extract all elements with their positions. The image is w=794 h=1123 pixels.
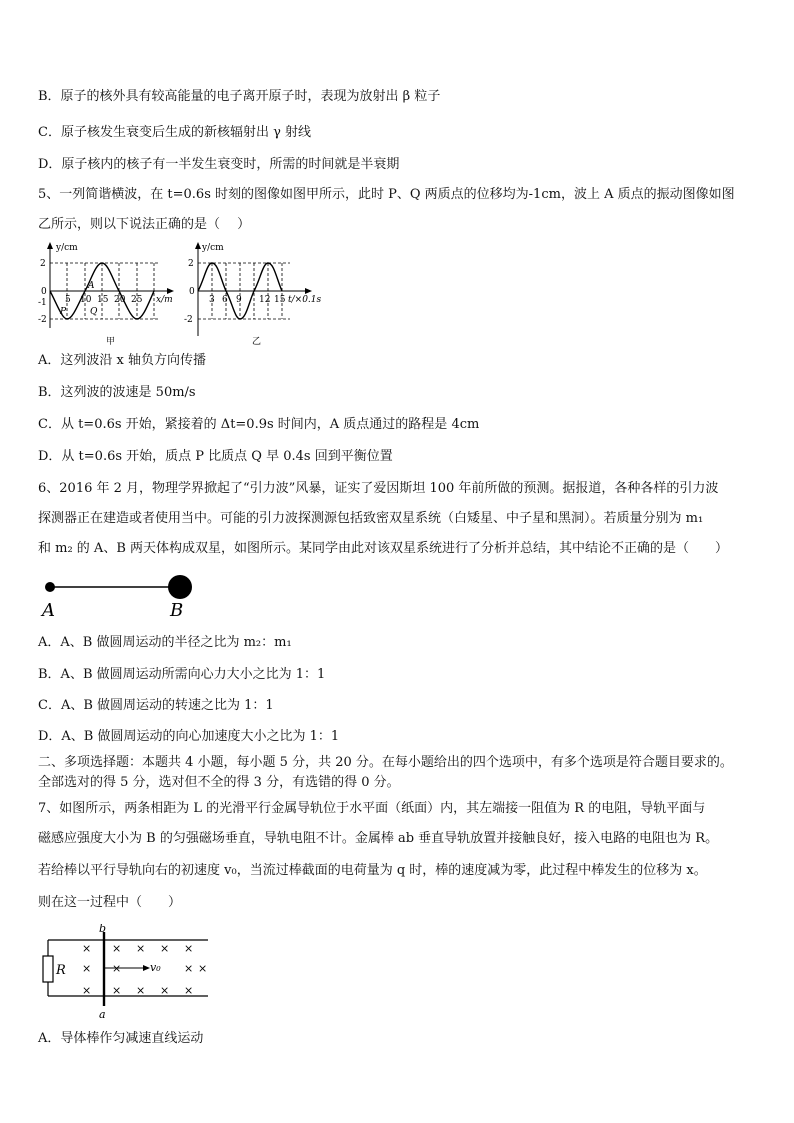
svg-text:×: × — [160, 984, 170, 997]
svg-text:×: × — [184, 962, 194, 975]
graph-yi-ytick-2: 2 — [188, 259, 194, 269]
svg-text:×: × — [82, 962, 92, 975]
q5-stem-line1: 5、一列简谐横波，在 t=0.6s 时刻的图像如图甲所示，此时 P、Q 两质点的位移均为-1cm，波上 A 质点的振动图像如图 — [38, 187, 735, 202]
svg-text:×: × — [136, 984, 146, 997]
graph-jia-ytick-n1: -1 — [38, 298, 47, 308]
graph-yi-xtick-12: 12 — [259, 295, 271, 305]
q6-stem-line3: 和 m₂ 的 A、B 两天体构成双星，如图所示。某同学由此对该双星系统进行了分析并总结，其中结论不正确的是（ ） — [38, 541, 729, 556]
graph-yi-xtick-6: 6 — [222, 295, 228, 305]
rod-end-a-label: a — [99, 1008, 106, 1019]
rail-circuit-figure — [38, 924, 218, 1019]
svg-text:×: × — [198, 962, 208, 975]
vibration-graph-yi — [180, 240, 330, 348]
graph-yi-ytick-0: 0 — [189, 287, 195, 297]
graph-jia-point-p: P — [60, 307, 67, 317]
svg-text:×: × — [112, 942, 122, 955]
q5-option-a: A．这列波沿 x 轴负方向传播 — [38, 353, 206, 368]
section2-line2: 全部选对的得 5 分，选对但不全的得 3 分，有选错的得 0 分。 — [38, 775, 400, 790]
star-a-label: A — [42, 600, 55, 621]
graph-jia-xlabel: x/m — [156, 295, 173, 305]
svg-text:×: × — [136, 942, 146, 955]
graph-jia-xtick-25: 25 — [131, 295, 143, 305]
q4-option-c: C．原子核发生衰变后生成的新核辐射出 γ 射线 — [38, 125, 311, 140]
q6-stem-line2: 探测器正在建造或者使用当中。可能的引力波探测源包括致密双星系统（白矮星、中子星和黑洞）。若质量分别为 m₁ — [38, 511, 704, 526]
q7-option-a: A．导体棒作匀减速直线运动 — [38, 1031, 204, 1046]
q6-option-d: D．A、B 做圆周运动的向心加速度大小之比为 1：1 — [38, 729, 340, 744]
svg-text:×: × — [184, 984, 194, 997]
q4-option-b: B．原子的核外具有较高能量的电子离开原子时，表现为放射出 β 粒子 — [38, 89, 441, 104]
q5-option-c: C．从 t=0.6s 开始，紧接着的 Δt=0.9s 时间内，A 质点通过的路程是 4cm — [38, 417, 480, 432]
graph-jia-xtick-5: 5 — [65, 295, 71, 305]
section2-line1: 二、多项选择题：本题共 4 小题，每小题 5 分，共 20 分。在每小题给出的四个选项中，有多个选项是符合题目要求的。 — [38, 755, 733, 770]
star-b-dot — [168, 575, 192, 599]
svg-text:×: × — [160, 942, 170, 955]
q7-stem-line3: 若给棒以平行导轨向右的初速度 v₀，当流过棒截面的电荷量为 q 时，棒的速度减为零，此过程中棒发生的位移为 x。 — [38, 863, 707, 878]
resistor-symbol — [43, 956, 53, 982]
graph-yi-xtick-15: 15 — [274, 295, 286, 305]
graph-yi-ytick-n2: -2 — [184, 315, 193, 325]
graph-yi-caption: 乙 — [252, 337, 262, 347]
graph-jia-ylabel: y/cm — [56, 243, 78, 253]
graph-yi-xtick-3: 3 — [209, 295, 215, 305]
graph-jia-ytick-n2: -2 — [38, 315, 47, 325]
svg-text:×: × — [82, 942, 92, 955]
q5-option-b: B．这列波的波速是 50m/s — [38, 385, 196, 400]
graph-jia-caption: 甲 — [106, 337, 116, 347]
q6-option-b: B．A、B 做圆周运动所需向心力大小之比为 1：1 — [38, 667, 326, 682]
q6-stem-line1: 6、2016 年 2 月，物理学界掀起了“引力波”风暴，证实了爱因斯坦 100 年前所做的预测。据报道，各种各样的引力波 — [38, 481, 719, 496]
graph-jia-point-q: Q — [90, 307, 98, 317]
q5-stem-line2: 乙所示，则以下说法正确的是（ ） — [38, 217, 251, 232]
graph-jia-ytick-0: 0 — [41, 287, 47, 297]
rod-end-b-label: b — [99, 924, 107, 935]
q7-stem-line2: 磁感应强度大小为 B 的匀强磁场垂直，导轨电阻不计。金属棒 ab 垂直导轨放置并接触良好，接入电路的电阻也为 R。 — [38, 831, 719, 846]
star-a-dot — [45, 582, 55, 592]
graph-jia-ytick-2: 2 — [40, 259, 46, 269]
graph-jia-xtick-20: 20 — [114, 295, 126, 305]
binary-star-figure — [38, 570, 208, 622]
q6-option-a: A．A、B 做圆周运动的半径之比为 m₂：m₁ — [38, 635, 292, 650]
graph-yi-xtick-9: 9 — [236, 295, 242, 305]
svg-text:×: × — [112, 962, 122, 975]
q7-stem-line1: 7、如图所示，两条相距为 L 的光滑平行金属导轨位于水平面（纸面）内，其左端接一阻值为 R 的电阻，导轨平面与 — [38, 801, 706, 816]
q7-stem-line4: 则在这一过程中（ ） — [38, 895, 182, 910]
q4-option-d: D．原子核内的核子有一半发生衰变时，所需的时间就是半衰期 — [38, 157, 400, 172]
wave-graph-jia — [38, 240, 178, 348]
star-b-label: B — [170, 600, 184, 621]
graph-jia-xtick-15: 15 — [97, 295, 109, 305]
svg-text:×: × — [112, 984, 122, 997]
svg-text:×: × — [184, 942, 194, 955]
resistor-label: R — [56, 963, 66, 978]
q5-option-d: D．从 t=0.6s 开始，质点 P 比质点 Q 早 0.4s 回到平衡位置 — [38, 449, 393, 464]
graph-jia-point-a: A — [88, 281, 95, 291]
svg-text:×: × — [82, 984, 92, 997]
velocity-label: v₀ — [150, 961, 161, 974]
graph-yi-xlabel: t/×0.1s — [288, 295, 322, 305]
q6-option-c: C．A、B 做圆周运动的转速之比为 1：1 — [38, 698, 274, 713]
graph-jia-xtick-10: 10 — [80, 295, 92, 305]
graph-yi-ylabel: y/cm — [202, 243, 224, 253]
